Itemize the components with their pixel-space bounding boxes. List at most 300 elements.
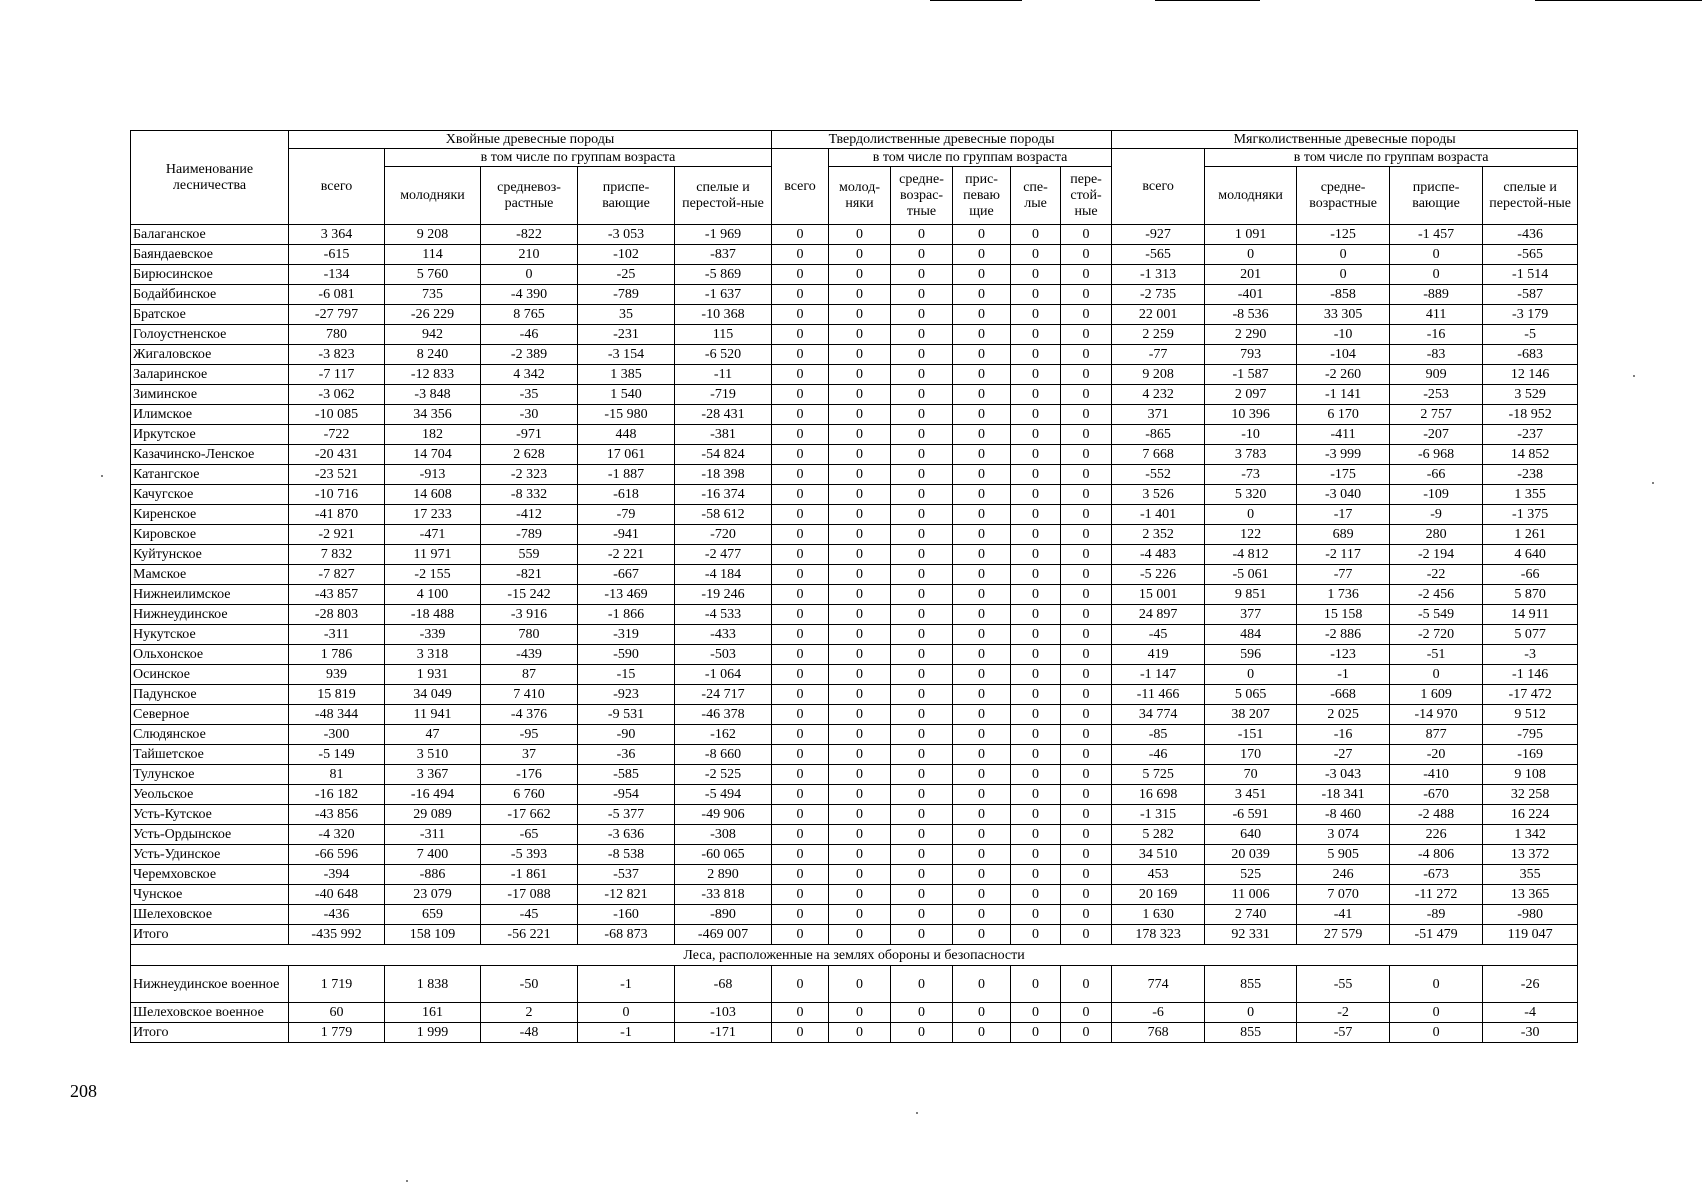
value-cell: 0 (891, 545, 953, 565)
value-cell: -46 (481, 325, 578, 345)
value-cell: 0 (1390, 265, 1483, 285)
value-cell: 70 (1205, 765, 1297, 785)
table-row (131, 225, 1578, 245)
value-cell: -1 (578, 1023, 675, 1043)
value-cell: 0 (1390, 1003, 1483, 1023)
value-cell: 6 760 (481, 785, 578, 805)
table-row (131, 966, 1578, 1003)
value-cell: 0 (1061, 725, 1112, 745)
value-cell: -3 062 (289, 385, 385, 405)
value-cell: -1 514 (1483, 265, 1578, 285)
value-cell: -73 (1205, 465, 1297, 485)
value-cell: 122 (1205, 525, 1297, 545)
value-cell: 0 (891, 345, 953, 365)
value-cell: -104 (1297, 345, 1390, 365)
forestry-name: Слюдянское (131, 725, 289, 745)
value-cell: -57 (1297, 1023, 1390, 1043)
value-cell: -68 873 (578, 925, 675, 945)
value-cell: 0 (891, 225, 953, 245)
value-cell: 13 372 (1483, 845, 1578, 865)
value-cell: 0 (1011, 265, 1061, 285)
value-cell: 0 (953, 325, 1011, 345)
value-cell: -176 (481, 765, 578, 785)
value-cell: 0 (829, 705, 891, 725)
value-cell: 0 (772, 285, 829, 305)
table-row (131, 265, 1578, 285)
value-cell: -95 (481, 725, 578, 745)
value-cell: -50 (481, 966, 578, 1003)
value-cell: 0 (953, 725, 1011, 745)
value-cell: 0 (1205, 245, 1297, 265)
value-cell: -311 (289, 625, 385, 645)
value-cell: 0 (891, 885, 953, 905)
value-cell: 3 783 (1205, 445, 1297, 465)
value-cell: -670 (1390, 785, 1483, 805)
value-cell: -1 969 (675, 225, 772, 245)
value-cell: 0 (1011, 605, 1061, 625)
value-cell: 23 079 (385, 885, 481, 905)
table-row (131, 905, 1578, 925)
value-cell: -923 (578, 685, 675, 705)
value-cell: 0 (1297, 265, 1390, 285)
value-cell: 3 318 (385, 645, 481, 665)
value-cell: -2 488 (1390, 805, 1483, 825)
value-cell: -36 (578, 745, 675, 765)
value-cell: -1 375 (1483, 505, 1578, 525)
value-cell: -20 431 (289, 445, 385, 465)
value-cell: 0 (772, 505, 829, 525)
value-cell: -16 494 (385, 785, 481, 805)
value-cell: 16 698 (1112, 785, 1205, 805)
forestry-name: Чунское (131, 885, 289, 905)
value-cell: -537 (578, 865, 675, 885)
header-hardwood-young: молод-няки (829, 167, 891, 225)
value-cell: -46 (1112, 745, 1205, 765)
value-cell: -2 117 (1297, 545, 1390, 565)
value-cell: -7 827 (289, 565, 385, 585)
value-cell: -954 (578, 785, 675, 805)
value-cell: 0 (1061, 1023, 1112, 1043)
value-cell: 484 (1205, 625, 1297, 645)
value-cell: -5 377 (578, 805, 675, 825)
value-cell: -1 064 (675, 665, 772, 685)
forestry-name: Итого (131, 925, 289, 945)
value-cell: -17 472 (1483, 685, 1578, 705)
value-cell: 0 (829, 1003, 891, 1023)
value-cell: -5 549 (1390, 605, 1483, 625)
forestry-name: Нукутское (131, 625, 289, 645)
value-cell: 0 (772, 685, 829, 705)
value-cell: 0 (1297, 245, 1390, 265)
table-row (131, 345, 1578, 365)
value-cell: 8 765 (481, 305, 578, 325)
value-cell: 0 (953, 305, 1011, 325)
value-cell: -237 (1483, 425, 1578, 445)
value-cell: 33 305 (1297, 305, 1390, 325)
forestry-name: Кировское (131, 525, 289, 545)
value-cell: 942 (385, 325, 481, 345)
value-cell: -16 182 (289, 785, 385, 805)
value-cell: 38 207 (1205, 705, 1297, 725)
header-hardwood-middle: средне-возрас-тные (891, 167, 953, 225)
table-row (131, 305, 1578, 325)
value-cell: 0 (891, 925, 953, 945)
table-row (131, 585, 1578, 605)
value-cell: 1 355 (1483, 485, 1578, 505)
value-cell: -16 (1390, 325, 1483, 345)
value-cell: 0 (891, 1003, 953, 1023)
forestry-name: Нижнеилимское (131, 585, 289, 605)
value-cell: 1 736 (1297, 585, 1390, 605)
value-cell: -17 (1297, 505, 1390, 525)
value-cell: 34 356 (385, 405, 481, 425)
table-row (131, 445, 1578, 465)
value-cell: -48 344 (289, 705, 385, 725)
value-cell: 5 320 (1205, 485, 1297, 505)
value-cell: -1 147 (1112, 665, 1205, 685)
value-cell: -20 (1390, 745, 1483, 765)
header-softwood: Мягколиственные древесные породы (1112, 131, 1578, 149)
value-cell: 0 (953, 585, 1011, 605)
value-cell: 0 (891, 765, 953, 785)
value-cell: 0 (891, 725, 953, 745)
value-cell: 0 (1011, 385, 1061, 405)
table-row (131, 1003, 1578, 1023)
table-row (131, 785, 1578, 805)
forestry-name: Шелеховское (131, 905, 289, 925)
value-cell: 0 (1011, 1003, 1061, 1023)
value-cell: -66 596 (289, 845, 385, 865)
value-cell: -102 (578, 245, 675, 265)
value-cell: 0 (1061, 225, 1112, 245)
value-cell: -19 246 (675, 585, 772, 605)
value-cell: -8 332 (481, 485, 578, 505)
value-cell: -789 (481, 525, 578, 545)
value-cell: 0 (772, 565, 829, 585)
value-cell: -2 (1297, 1003, 1390, 1023)
value-cell: -46 378 (675, 705, 772, 725)
value-cell: 0 (953, 265, 1011, 285)
value-cell: -77 (1112, 345, 1205, 365)
value-cell: 793 (1205, 345, 1297, 365)
value-cell: -55 (1297, 966, 1390, 1003)
header-hardwood-total: всего (772, 149, 829, 225)
value-cell: 4 640 (1483, 545, 1578, 565)
value-cell: 0 (829, 605, 891, 625)
value-cell: 0 (829, 445, 891, 465)
value-cell: 0 (829, 225, 891, 245)
value-cell: -2 389 (481, 345, 578, 365)
value-cell: 6 170 (1297, 405, 1390, 425)
value-cell: 0 (829, 525, 891, 545)
value-cell: -590 (578, 645, 675, 665)
table-row (131, 825, 1578, 845)
table-row (131, 765, 1578, 785)
value-cell: 0 (1011, 785, 1061, 805)
value-cell: -6 591 (1205, 805, 1297, 825)
value-cell: 0 (1061, 445, 1112, 465)
value-cell: -11 272 (1390, 885, 1483, 905)
value-cell: 0 (953, 525, 1011, 545)
value-cell: 0 (772, 925, 829, 945)
value-cell: 939 (289, 665, 385, 685)
value-cell: 0 (1061, 765, 1112, 785)
value-cell: 114 (385, 245, 481, 265)
value-cell: 0 (1011, 285, 1061, 305)
value-cell: 0 (1011, 765, 1061, 785)
value-cell: -45 (481, 905, 578, 925)
value-cell: -49 906 (675, 805, 772, 825)
value-cell: 4 232 (1112, 385, 1205, 405)
value-cell: 17 061 (578, 445, 675, 465)
value-cell: 0 (829, 325, 891, 345)
value-cell: 0 (1011, 565, 1061, 585)
value-cell: 411 (1390, 305, 1483, 325)
value-cell: -1 146 (1483, 665, 1578, 685)
value-cell: -23 521 (289, 465, 385, 485)
value-cell: 9 108 (1483, 765, 1578, 785)
value-cell: -26 (1483, 966, 1578, 1003)
value-cell: 20 039 (1205, 845, 1297, 865)
value-cell: 0 (891, 825, 953, 845)
value-cell: 0 (1011, 525, 1061, 545)
value-cell: -1 587 (1205, 365, 1297, 385)
value-cell: 0 (829, 725, 891, 745)
value-cell: 0 (891, 505, 953, 525)
value-cell: 0 (953, 685, 1011, 705)
value-cell: -3 040 (1297, 485, 1390, 505)
value-cell: 16 224 (1483, 805, 1578, 825)
value-cell: 659 (385, 905, 481, 925)
value-cell: -980 (1483, 905, 1578, 925)
value-cell: 0 (891, 565, 953, 585)
forest-age-table (130, 130, 1578, 1043)
value-cell: -615 (289, 245, 385, 265)
value-cell: 0 (1061, 966, 1112, 1003)
value-cell: 2 (481, 1003, 578, 1023)
value-cell: 35 (578, 305, 675, 325)
value-cell: 0 (829, 625, 891, 645)
value-cell: -151 (1205, 725, 1297, 745)
value-cell: 5 905 (1297, 845, 1390, 865)
value-cell: -3 916 (481, 605, 578, 625)
value-cell: -10 085 (289, 405, 385, 425)
value-cell: 0 (1011, 465, 1061, 485)
value-cell: 9 512 (1483, 705, 1578, 725)
table-row (131, 365, 1578, 385)
value-cell: -4 390 (481, 285, 578, 305)
value-cell: 0 (953, 705, 1011, 725)
value-cell: 0 (1390, 966, 1483, 1003)
value-cell: 11 006 (1205, 885, 1297, 905)
value-cell: 1 999 (385, 1023, 481, 1043)
value-cell: -886 (385, 865, 481, 885)
value-cell: -8 536 (1205, 305, 1297, 325)
header-conifer-by-age: в том числе по группам возраста (385, 149, 772, 167)
table-row (131, 645, 1578, 665)
value-cell: -89 (1390, 905, 1483, 925)
value-cell: 0 (1061, 365, 1112, 385)
value-cell: 0 (953, 505, 1011, 525)
value-cell: 0 (772, 1023, 829, 1043)
value-cell: -17 088 (481, 885, 578, 905)
value-cell: 0 (772, 605, 829, 625)
value-cell: -2 735 (1112, 285, 1205, 305)
value-cell: -552 (1112, 465, 1205, 485)
value-cell: -4 320 (289, 825, 385, 845)
value-cell: 0 (772, 725, 829, 745)
value-cell: 0 (772, 345, 829, 365)
value-cell: 115 (675, 325, 772, 345)
forestry-name: Иркутское (131, 425, 289, 445)
value-cell: -381 (675, 425, 772, 445)
value-cell: 7 832 (289, 545, 385, 565)
value-cell: 596 (1205, 645, 1297, 665)
value-cell: -77 (1297, 565, 1390, 585)
value-cell: 1 931 (385, 665, 481, 685)
value-cell: 0 (829, 305, 891, 325)
value-cell: 0 (891, 705, 953, 725)
value-cell: -673 (1390, 865, 1483, 885)
header-softwood-middle: средне-возрастные (1297, 167, 1390, 225)
value-cell: -26 229 (385, 305, 481, 325)
value-cell: -2 525 (675, 765, 772, 785)
value-cell: -913 (385, 465, 481, 485)
value-cell: 0 (891, 645, 953, 665)
value-cell: -15 (578, 665, 675, 685)
value-cell: 0 (1011, 966, 1061, 1003)
value-cell: -171 (675, 1023, 772, 1043)
value-cell: 0 (829, 385, 891, 405)
value-cell: -3 999 (1297, 445, 1390, 465)
value-cell: -439 (481, 645, 578, 665)
value-cell: 12 146 (1483, 365, 1578, 385)
forestry-name: Илимское (131, 405, 289, 425)
value-cell: 5 725 (1112, 765, 1205, 785)
value-cell: 0 (772, 625, 829, 645)
value-cell: 0 (772, 465, 829, 485)
value-cell: -412 (481, 505, 578, 525)
value-cell: 0 (953, 625, 1011, 645)
scan-speck (916, 1112, 918, 1114)
forestry-name: Усть-Ордынское (131, 825, 289, 845)
value-cell: -30 (481, 405, 578, 425)
value-cell: -1 (1297, 665, 1390, 685)
table-row (131, 705, 1578, 725)
value-cell: 0 (829, 845, 891, 865)
value-cell: 0 (953, 1003, 1011, 1023)
value-cell: 0 (1011, 825, 1061, 845)
value-cell: 0 (772, 405, 829, 425)
header-softwood-premature: приспе-вающие (1390, 167, 1483, 225)
forestry-name: Нижнеудинское (131, 605, 289, 625)
value-cell: 27 579 (1297, 925, 1390, 945)
table-row (131, 925, 1578, 945)
value-cell: -4 376 (481, 705, 578, 725)
value-cell: -683 (1483, 345, 1578, 365)
value-cell: 0 (1011, 405, 1061, 425)
value-cell: 0 (1061, 465, 1112, 485)
value-cell: 0 (1061, 605, 1112, 625)
value-cell: -941 (578, 525, 675, 545)
value-cell: 0 (1011, 245, 1061, 265)
value-cell: 0 (829, 465, 891, 485)
value-cell: -435 992 (289, 925, 385, 945)
value-cell: 0 (1011, 645, 1061, 665)
value-cell: -795 (1483, 725, 1578, 745)
value-cell: 0 (772, 385, 829, 405)
value-cell: 1 719 (289, 966, 385, 1003)
value-cell: 0 (829, 925, 891, 945)
value-cell: 0 (1011, 625, 1061, 645)
value-cell: 0 (891, 605, 953, 625)
forestry-name: Черемховское (131, 865, 289, 885)
value-cell: 14 911 (1483, 605, 1578, 625)
header-hardwood-mature: спе-лые (1011, 167, 1061, 225)
table-row (131, 565, 1578, 585)
header-hardwood-premature: прис-певаю щие (953, 167, 1011, 225)
value-cell: -27 (1297, 745, 1390, 765)
value-cell: 0 (891, 245, 953, 265)
value-cell: 47 (385, 725, 481, 745)
value-cell: 210 (481, 245, 578, 265)
value-cell: 0 (772, 325, 829, 345)
forestry-rows (131, 225, 1578, 945)
value-cell: 0 (1011, 225, 1061, 245)
value-cell: 0 (1061, 285, 1112, 305)
value-cell: 3 074 (1297, 825, 1390, 845)
value-cell: 0 (772, 845, 829, 865)
value-cell: 34 049 (385, 685, 481, 705)
value-cell: 0 (772, 645, 829, 665)
value-cell: 909 (1390, 365, 1483, 385)
value-cell: 0 (891, 465, 953, 485)
value-cell: 11 941 (385, 705, 481, 725)
value-cell: 226 (1390, 825, 1483, 845)
value-cell: -24 717 (675, 685, 772, 705)
value-cell: 0 (1011, 485, 1061, 505)
value-cell: 0 (891, 1023, 953, 1043)
value-cell: -971 (481, 425, 578, 445)
value-cell: 0 (829, 345, 891, 365)
value-cell: 3 451 (1205, 785, 1297, 805)
value-cell: 0 (772, 525, 829, 545)
forestry-name: Тулунское (131, 765, 289, 785)
value-cell: -79 (578, 505, 675, 525)
value-cell: -394 (289, 865, 385, 885)
value-cell: -411 (1297, 425, 1390, 445)
value-cell: 0 (953, 245, 1011, 265)
table-row (131, 245, 1578, 265)
value-cell: 0 (829, 825, 891, 845)
value-cell: 640 (1205, 825, 1297, 845)
value-cell: 15 158 (1297, 605, 1390, 625)
value-cell: 0 (1061, 685, 1112, 705)
value-cell: -720 (675, 525, 772, 545)
table-row (131, 625, 1578, 645)
value-cell: 60 (289, 1003, 385, 1023)
value-cell: 0 (829, 565, 891, 585)
value-cell: -1 457 (1390, 225, 1483, 245)
header-conifer-total: всего (289, 149, 385, 225)
table-row (131, 885, 1578, 905)
value-cell: -2 221 (578, 545, 675, 565)
forestry-name: Усть-Кутское (131, 805, 289, 825)
forestry-name: Нижнеудинское военное (131, 966, 289, 1003)
value-cell: -54 824 (675, 445, 772, 465)
value-cell: 3 529 (1483, 385, 1578, 405)
value-cell: -9 (1390, 505, 1483, 525)
